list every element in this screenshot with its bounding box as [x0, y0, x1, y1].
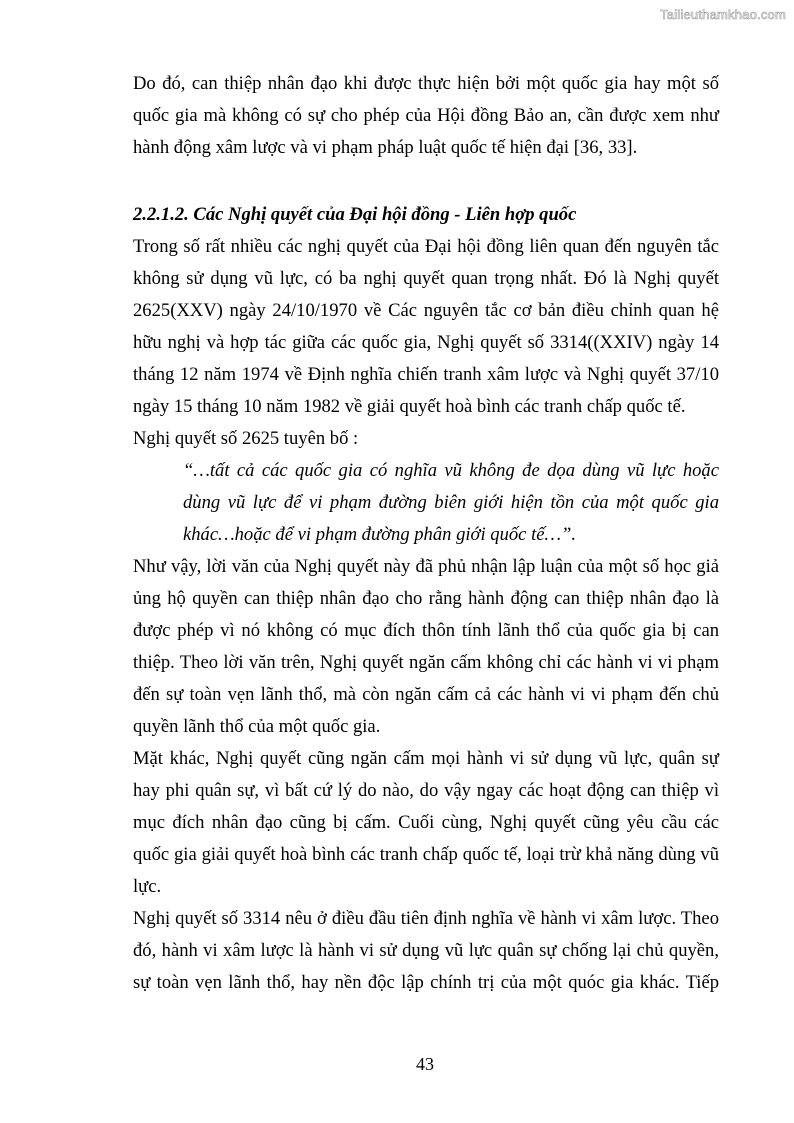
- intro-line: quốc gia mà không có sự cho phép của Hội đồng Bảo an, cần được xem như: [133, 105, 719, 126]
- analysis-paragraph: [133, 551, 719, 743]
- prohibition-line: quốc gia giải quyết hoà bình các tranh chấp quốc tế, loại trừ khả năng dùng vũ: [133, 844, 719, 865]
- watermark: Tailieuthamkhao.com: [660, 7, 786, 22]
- prohibition-line: Mặt khác, Nghị quyết cũng ngăn cấm mọi hành vi sử dụng vũ lực, quân sự: [133, 748, 719, 769]
- analysis-line: thiệp. Theo lời văn trên, Nghị quyết ngăn cấm không chỉ các hành vi vi phạm: [133, 652, 719, 673]
- resolutions-line: Trong số rất nhiều các nghị quyết của Đại hội đồng liên quan đến nguyên tắc: [133, 236, 719, 257]
- page-number: 43: [416, 1054, 434, 1074]
- quote-line: “…tất cả các quốc gia có nghĩa vũ không đe dọa dùng vũ lực hoặc: [183, 460, 719, 481]
- resolution-3314-line: sự toàn vẹn lãnh thổ, hay nền độc lập chính trị của một quóc gia khác. Tiếp: [133, 972, 719, 993]
- analysis-line: đến sự toàn vẹn lãnh thổ, mà còn ngăn cấm cả các hành vi vi phạm đến chủ: [133, 684, 719, 705]
- analysis-line: quyền lãnh thổ của một quốc gia.: [133, 716, 381, 737]
- prohibition-line: mục đích nhân đạo cũng bị cấm. Cuối cùng, Nghị quyết cũng yêu cầu các: [133, 812, 719, 833]
- prohibition-line: hay phi quân sự, vì bất cứ lý do nào, do vậy ngay các hoạt động can thiệp vì: [133, 780, 719, 801]
- quote-line: khác…hoặc để vi phạm đường phân giới quốc tế…”.: [183, 524, 577, 545]
- resolutions-line: ngày 15 tháng 10 năm 1982 về giải quyết hoà bình các tranh chấp quốc tế.: [133, 396, 686, 417]
- analysis-line: Như vậy, lời văn của Nghị quyết này đã phủ nhận lập luận của một số học giả: [133, 556, 719, 577]
- page-content: [133, 68, 719, 999]
- resolution-3314-line: Nghị quyết số 3314 nêu ở điều đầu tiên định nghĩa về hành vi xâm lược. Theo: [133, 908, 719, 929]
- intro-line: Do đó, can thiệp nhân đạo khi được thực hiện bởi một quốc gia hay một số: [133, 73, 719, 94]
- analysis-line: ủng hộ quyền can thiệp nhân đạo cho rằng hành động can thiệp nhân đạo là: [133, 588, 719, 609]
- resolutions-paragraph: [133, 231, 719, 423]
- resolution-3314-line: đó, hành vi xâm lược là hành vi sử dụng vũ lực quân sự chống lại chủ quyền,: [133, 940, 719, 961]
- intro-line: hành động xâm lược và vi phạm pháp luật quốc tế hiện đại [36, 33].: [133, 137, 638, 158]
- resolutions-line: 2625(XXV) ngày 24/10/1970 về Các nguyên tắc cơ bản điều chỉnh quan hệ: [133, 300, 719, 321]
- prohibition-line: lực.: [133, 876, 162, 897]
- analysis-line: được phép vì nó không có mục đích thôn tính lãnh thổ của quốc gia bị can: [133, 620, 719, 641]
- resolutions-line: không sử dụng vũ lực, có ba nghị quyết quan trọng nhất. Đó là Nghị quyết: [133, 268, 719, 289]
- quote-line: dùng vũ lực để vi phạm đường biên giới hiện tồn của một quốc gia: [183, 492, 719, 513]
- quote-block: [133, 455, 719, 551]
- resolutions-line: hữu nghị và hợp tác giữa các quốc gia, Nghị quyết số 3314((XXIV) ngày 14: [133, 332, 719, 353]
- intro-paragraph: [133, 68, 719, 164]
- prohibition-paragraph: [133, 743, 719, 903]
- resolution-3314-paragraph: [133, 903, 719, 999]
- section-heading: 2.2.1.2. Các Nghị quyết của Đại hội đồng - Liên hợp quốc: [133, 204, 577, 225]
- resolutions-line: tháng 12 năm 1974 về Định nghĩa chiến tranh xâm lược và Nghị quyết 37/10: [133, 364, 719, 385]
- declaration-line: Nghị quyết số 2625 tuyên bố :: [133, 428, 359, 449]
